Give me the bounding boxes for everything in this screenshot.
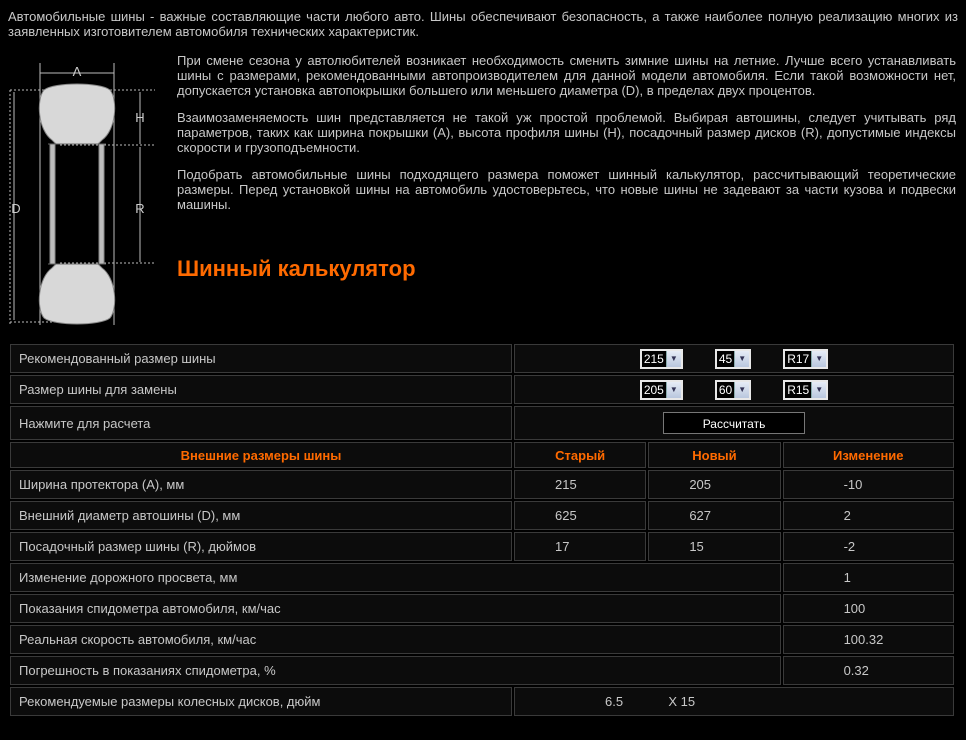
results-header [10, 442, 954, 468]
calculator-title: Шинный калькулятор [177, 256, 416, 281]
recommended-profile-select[interactable]: 45 ▼ [715, 349, 751, 369]
calculate-button[interactable]: Рассчитать [663, 412, 805, 434]
new-value: 627 [648, 501, 780, 530]
table-row [10, 532, 954, 561]
label-d: D [11, 201, 21, 216]
replacement-row [10, 375, 954, 404]
chevron-down-icon: ▼ [666, 351, 681, 367]
rim-width: 6.5 [605, 694, 624, 709]
old-value: 215 [514, 470, 646, 499]
row-label: Нажмите для расчета [10, 406, 512, 440]
table-row [10, 656, 954, 685]
tire-diagram [0, 60, 175, 330]
chevron-down-icon: ▼ [666, 382, 681, 398]
param-value: 100.32 [783, 625, 954, 654]
replacement-profile-select[interactable]: 60 ▼ [715, 380, 751, 400]
table-row [10, 625, 954, 654]
param-label: Посадочный размер шины (R), дюймов [10, 532, 512, 561]
table-row [10, 501, 954, 530]
label-h: H [135, 110, 145, 125]
paragraph: Подобрать автомобильные шины подходящего размера поможет шинный калькулятор, рассчитывающий теоретические размеры. Перед установкой шины на автомобиль удостоверьтесь, что новые шины не задевают за части кузова и подвески машины. [177, 167, 956, 212]
paragraph: Взаимозаменяемость шин представляется не такой уж простой проблемой. Выбирая автошины, следует учитывать ряд параметров, таких как ширина покрышки (A), высота профиля шины (H), посадочный размер дисков (R), допустимые индексы скорости и грузоподъемности. [177, 110, 956, 155]
label-r: R [135, 201, 145, 216]
table-row [10, 594, 954, 623]
header-param: Внешние размеры шины [10, 442, 512, 468]
rim-diameter: X 15 [668, 694, 696, 709]
article-text [177, 53, 956, 224]
change-value: -10 [783, 470, 954, 499]
new-value: 205 [648, 470, 780, 499]
param-label: Ширина протектора (A), мм [10, 470, 512, 499]
header-change: Изменение [783, 442, 954, 468]
paragraph: При смене сезона у автолюбителей возникает необходимость сменить зимние шины на летние. Лучше всего устанавливать шины с размерами, рекомендованными автопроизводителем для данной модели автомобиля. Если такой возможности нет, допускается установка автопокрышки большего или меньшего диаметра (D), в пределах двух процентов. [177, 53, 956, 98]
calculate-row [10, 406, 954, 440]
param-value: 0.32 [783, 656, 954, 685]
old-value: 625 [514, 501, 646, 530]
change-value: -2 [783, 532, 954, 561]
table-row [10, 470, 954, 499]
calculator-table [8, 342, 956, 718]
row-label: Рекомендованный размер шины [10, 344, 512, 373]
recommended-row [10, 344, 954, 373]
chevron-down-icon: ▼ [734, 351, 749, 367]
param-label: Рекомендуемые размеры колесных дисков, дюйм [10, 687, 512, 716]
param-label: Показания спидометра автомобиля, км/час [10, 594, 781, 623]
header-old: Старый [514, 442, 646, 468]
old-value: 17 [514, 532, 646, 561]
param-label: Изменение дорожного просвета, мм [10, 563, 781, 592]
replacement-width-select[interactable]: 205 ▼ [640, 380, 683, 400]
recommended-radius-select[interactable]: R17 ▼ [783, 349, 828, 369]
replacement-radius-select[interactable]: R15 ▼ [783, 380, 828, 400]
param-value: 100 [783, 594, 954, 623]
recommended-width-select[interactable]: 215 ▼ [640, 349, 683, 369]
new-value: 15 [648, 532, 780, 561]
rims-row [10, 687, 954, 716]
chevron-down-icon: ▼ [734, 382, 749, 398]
row-label: Размер шины для замены [10, 375, 512, 404]
param-label: Погрешность в показаниях спидометра, % [10, 656, 781, 685]
param-label: Внешний диаметр автошины (D), мм [10, 501, 512, 530]
header-new: Новый [648, 442, 780, 468]
change-value: 2 [783, 501, 954, 530]
intro-text: Автомобильные шины - важные составляющие части любого авто. Шины обеспечивают безопасность, а также наиболее полную реализацию многих из заявленных изготовителем автомобиля технических характеристик. [8, 9, 958, 39]
label-a: A [72, 64, 82, 79]
chevron-down-icon: ▼ [811, 351, 826, 367]
param-label: Реальная скорость автомобиля, км/час [10, 625, 781, 654]
chevron-down-icon: ▼ [811, 382, 826, 398]
param-value: 1 [783, 563, 954, 592]
table-row [10, 563, 954, 592]
